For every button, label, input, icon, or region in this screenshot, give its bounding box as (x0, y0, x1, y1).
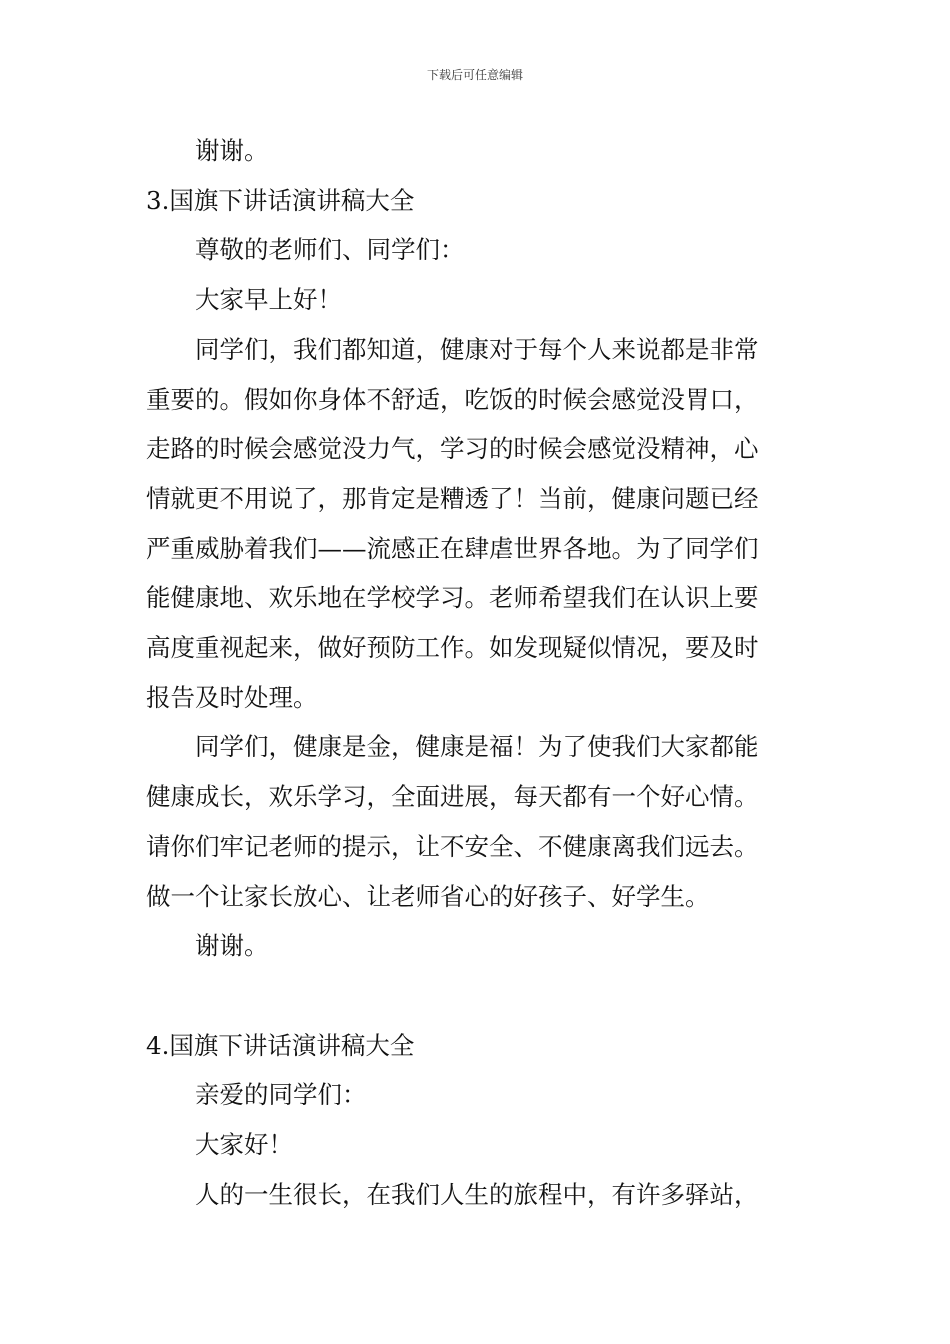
text-line: 谢谢。 (195, 931, 269, 961)
document-body (146, 126, 806, 1219)
text-line: 严重威胁着我们——流感正在肆虐世界各地。为了同学们 (146, 533, 759, 563)
text-line: 健康成长，欢乐学习，全面进展，每天都有一个好心情。 (146, 782, 759, 812)
text-line: 做一个让家长放心、让老师省心的好孩子、好学生。 (146, 881, 710, 911)
text-line: 大家好！ (195, 1130, 293, 1160)
text-line: 同学们，我们都知道，健康对于每个人来说都是非常 (195, 334, 759, 364)
text-line: 3.国旗下讲话演讲稿大全 (146, 185, 415, 215)
text-line: 人的一生很长，在我们人生的旅程中，有许多驿站， (195, 1179, 759, 1209)
text-line: 大家早上好！ (195, 285, 342, 315)
text-line: 重要的。假如你身体不舒适，吃饭的时候会感觉没胃口， (146, 384, 759, 414)
text-line: 能健康地、欢乐地在学校学习。老师希望我们在认识上要 (146, 583, 759, 613)
text-line: 亲爱的同学们： (195, 1080, 367, 1110)
header-note: 下载后可任意编辑 (426, 68, 523, 82)
text-line: 请你们牢记老师的提示，让不安全、不健康离我们远去。 (146, 831, 759, 861)
text-line: 谢谢。 (195, 136, 269, 165)
text-line: 情就更不用说了，那肯定是糟透了！当前，健康问题已经 (146, 483, 759, 513)
text-line: 4.国旗下讲话演讲稿大全 (146, 1030, 415, 1060)
text-line: 尊敬的老师们、同学们： (195, 235, 465, 265)
text-line: 高度重视起来，做好预防工作。如发现疑似情况，要及时 (146, 633, 759, 663)
text-line: 报告及时处理。 (146, 682, 318, 712)
blank-line (146, 971, 806, 1021)
text-line: 同学们，健康是金，健康是福！为了使我们大家都能 (195, 732, 759, 762)
text-line: 走路的时候会感觉没力气，学习的时候会感觉没精神，心 (146, 434, 759, 464)
